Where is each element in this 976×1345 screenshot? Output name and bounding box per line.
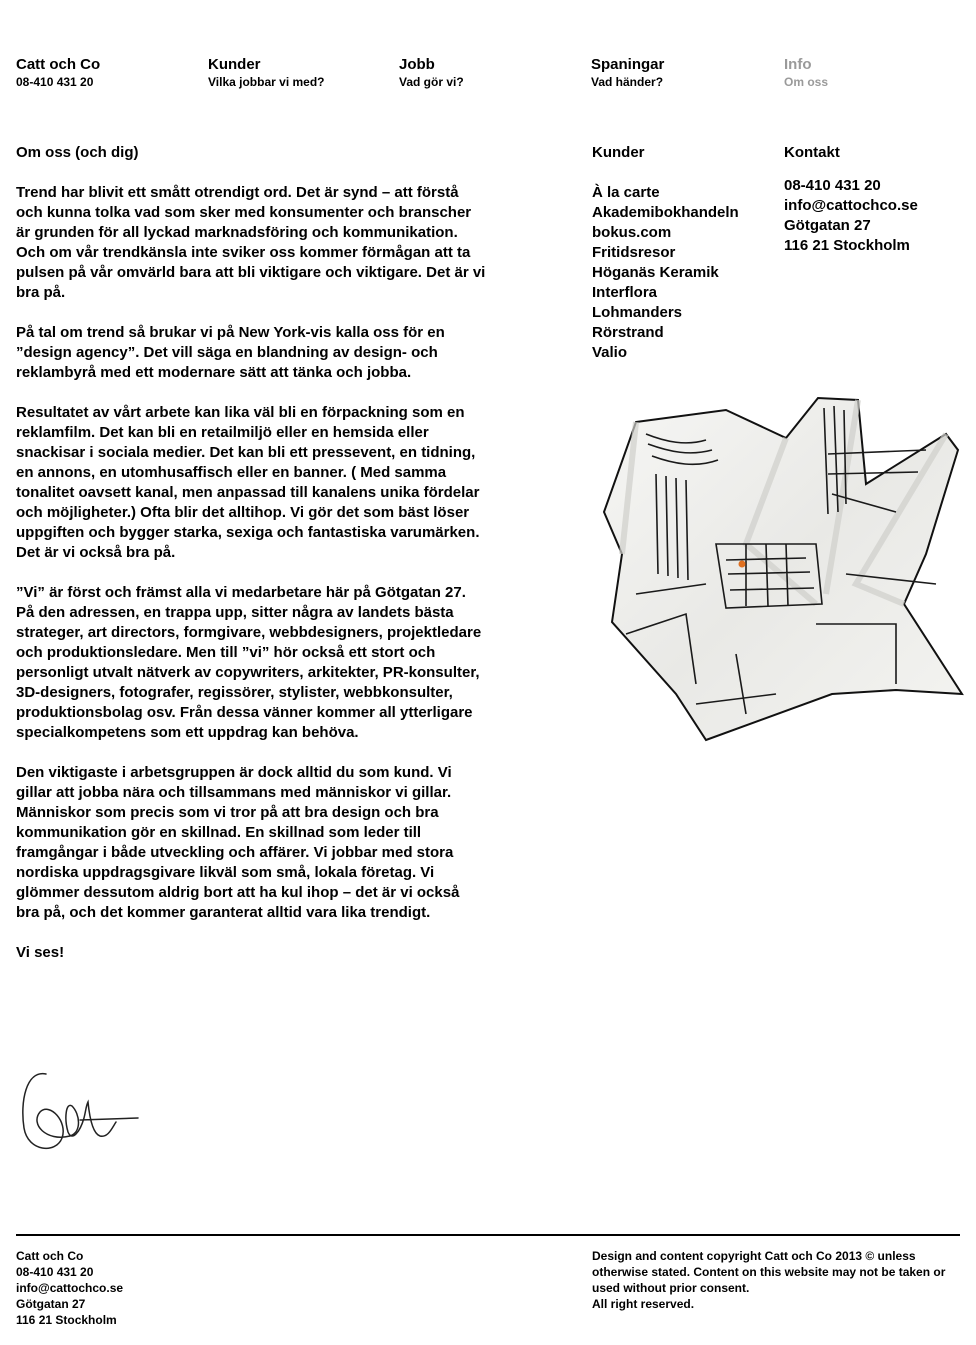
footer-copyright — [592, 1248, 972, 1312]
footer-phone: 08-410 431 20 — [16, 1265, 94, 1279]
copyright-line: otherwise stated. Content on this website may not be taken or — [592, 1265, 946, 1279]
nav-home[interactable] — [16, 56, 100, 90]
nav-info-sub: Om oss — [784, 75, 829, 89]
client-link[interactable]: Höganäs Keramik — [592, 264, 719, 281]
clients-list — [592, 143, 772, 363]
signature-image — [16, 1062, 146, 1157]
paragraph-5: Den viktigaste i arbetsgruppen är dock alltid du som kund. Vi gillar att jobba nära och tillsammans med människor vi gillar. Människor som precis som vi tror på att bra design och bra kommunikation gör en skillnad. En skillnad som leder till framgångar i både utveckling och affärer. Vi jobbar med stora nordiska uppdragsgivare likväl som små, lokala företag. Vi glömmer dessutom aldrig bort att ha kul ihop – det är vi också bra på, och det kommer garanterat alltid vara lika trendigt. — [16, 764, 460, 921]
contact-block — [784, 143, 974, 256]
about-content — [16, 143, 486, 983]
sign-off: Vi ses! — [16, 944, 65, 961]
copyright-line: All right reserved. — [592, 1297, 695, 1311]
paragraph-2: På tal om trend så brukar vi på New York-vis kalla oss för en ”design agency”. Det vill säga en blandning av design- och reklambyrå med ett modernare sätt att tänka och jobba. — [16, 324, 445, 381]
footer-divider — [16, 1234, 960, 1236]
client-link[interactable]: Lohmanders — [592, 304, 683, 321]
top-navigation — [0, 56, 976, 96]
nav-jobb-sub: Vad gör vi? — [399, 75, 464, 89]
nav-kunder-sub: Vilka jobbar vi med? — [208, 75, 325, 89]
footer-street: Götgatan 27 — [16, 1297, 86, 1311]
map-scarf-image — [596, 394, 966, 744]
paragraph-4: ”Vi” är först och främst alla vi medarbetare här på Götgatan 27. På den adressen, en trappa upp, sitter några av landets bästa strateger, art directors, formgivare, webbdesigners, projektledare och produktionsledare. Men till ”vi” hör också ett stort och personligt utvalt nätverk av copywriters, arkitekter, PR-konsulter, 3D-designers, fotografer, regissörer, stylister, webbkonsulter, produktionsbolag osv. Från dessa vänner kommer all ytterligare specialkompetens som ett uppdrag kan behöva. — [16, 584, 482, 741]
footer-contact — [16, 1248, 316, 1328]
paragraph-3: Resultatet av vårt arbete kan lika väl bli en förpackning som en reklamfilm. Det kan bli en retailmiljö eller en hemsida eller snackisar i sociala medier. Det kan bli ett pressevent, en tidning, en annons, en utomhusaffisch eller en banner. ( Med samma tonalitet oavsett kanal, men anpassad till kanalens unika fördelar och möjligheter.) Ofta blir det alltihop. Vi gör det som bäst löser uppgiften och bygger starka, sexiga och fantastiska varumärken. Det är vi också bra på. — [16, 404, 480, 561]
paragraph-1: Trend har blivit ett smått otrendigt ord. Det är synd – att förstå och kunna tolka vad som sker med konsumenter och branscher är grunden för all lyckad marknadsföring och kommunikation. Och om vår trendkänsla inte sviker oss kommer förmågan att ta pulsen på vår omvärld bara att bli viktigare och viktigare. Det är vi bra på. — [16, 184, 486, 301]
footer-city: 116 21 Stockholm — [16, 1313, 117, 1327]
client-link[interactable]: Akademibokhandeln — [592, 204, 739, 221]
nav-home-phone: 08-410 431 20 — [16, 75, 94, 89]
nav-info[interactable] — [784, 56, 828, 90]
nav-kunder[interactable] — [208, 56, 324, 90]
map-marker-icon — [739, 561, 746, 568]
nav-jobb-title: Jobb — [399, 56, 435, 73]
copyright-line: used without prior consent. — [592, 1281, 750, 1295]
client-links — [592, 183, 772, 363]
nav-kunder-title: Kunder — [208, 56, 261, 73]
client-link[interactable]: Interflora — [592, 284, 658, 301]
client-link[interactable]: À la carte — [592, 184, 660, 201]
contact-heading: Kontakt — [784, 144, 840, 161]
nav-spaningar-sub: Vad händer? — [591, 75, 664, 89]
footer-company: Catt och Co — [16, 1249, 84, 1263]
client-link[interactable]: Valio — [592, 344, 628, 361]
nav-spaningar[interactable] — [591, 56, 664, 90]
client-link[interactable]: bokus.com — [592, 224, 672, 241]
page-title: Om oss (och dig) — [16, 144, 139, 161]
contact-city: 116 21 Stockholm — [784, 237, 910, 254]
nav-info-title: Info — [784, 56, 812, 73]
copyright-line: Design and content copyright Catt och Co 2013 © unless — [592, 1249, 916, 1263]
client-link[interactable]: Fritidsresor — [592, 244, 676, 261]
client-link[interactable]: Rörstrand — [592, 324, 664, 341]
contact-phone: 08-410 431 20 — [784, 177, 881, 194]
contact-street: Götgatan 27 — [784, 217, 871, 234]
footer-email-link[interactable]: info@cattochco.se — [16, 1281, 124, 1295]
clients-heading: Kunder — [592, 144, 645, 161]
nav-spaningar-title: Spaningar — [591, 56, 665, 73]
nav-jobb[interactable] — [399, 56, 464, 90]
contact-email-link[interactable]: info@cattochco.se — [784, 197, 918, 214]
nav-home-title: Catt och Co — [16, 56, 101, 73]
